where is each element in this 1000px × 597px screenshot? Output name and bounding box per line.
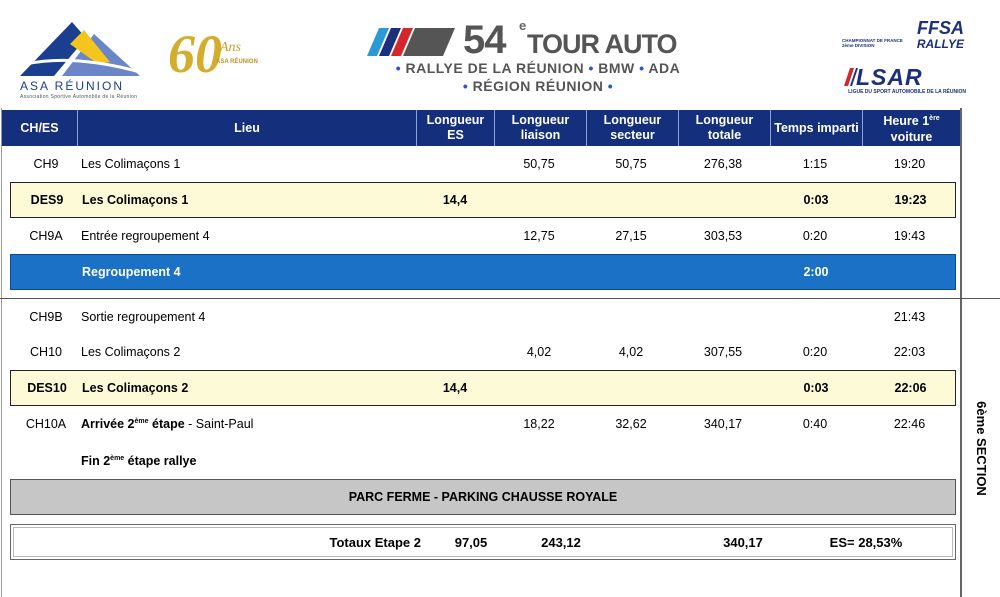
table-row-totaux bbox=[10, 524, 956, 560]
tour-edition-number: 54 bbox=[463, 18, 506, 62]
section-label bbox=[962, 299, 1000, 597]
table-row-ch9a bbox=[0, 218, 960, 254]
tour-edition-suffix: e bbox=[519, 18, 527, 33]
ffsa-subtitle: CHAMPIONNAT DE FRANCE 2ème DIVISION bbox=[842, 38, 903, 48]
cell-secteur: 50,75 bbox=[615, 157, 647, 171]
cell-temps: 0:03 bbox=[803, 381, 829, 395]
cell-temps: 0:20 bbox=[802, 229, 828, 243]
cell-secteur: 27,15 bbox=[615, 229, 647, 243]
col-header-longueur-liaison: Longueur liaison bbox=[495, 110, 587, 146]
cell-liaison: 50,75 bbox=[523, 157, 555, 171]
cell-lieu: Les Colimaçons 1 bbox=[82, 193, 189, 207]
cell-temps: 1:15 bbox=[802, 157, 828, 171]
table-row-fin-etape bbox=[0, 443, 960, 479]
cell-totale: 303,53 bbox=[703, 229, 743, 243]
table-row-ch9 bbox=[0, 146, 960, 182]
tour-region: • RÉGION RÉUNION • bbox=[462, 78, 614, 94]
cell-lieu: Sortie regroupement 4 bbox=[81, 310, 206, 324]
totaux-es: 97,05 bbox=[454, 534, 488, 550]
cell-code: CH9B bbox=[29, 310, 63, 324]
cell-lieu: Les Colimaçons 2 bbox=[82, 381, 189, 395]
cell-temps: 0:03 bbox=[803, 193, 829, 207]
lsar-subtitle: LIGUE DU SPORT AUTOMOBILE DE LA RÉUNION bbox=[848, 89, 966, 95]
cell-temps: 2:00 bbox=[803, 265, 829, 279]
cell-liaison: 18,22 bbox=[523, 417, 555, 431]
tour-auto-logo bbox=[355, 16, 715, 102]
cell-lieu: Arrivée 2ème étape - Saint-Paul bbox=[81, 417, 254, 431]
sixty-number: 60 bbox=[168, 24, 222, 84]
cell-heure: 21:43 bbox=[893, 310, 926, 324]
timetable bbox=[0, 108, 1000, 597]
cell-lieu: Entrée regroupement 4 bbox=[81, 229, 210, 243]
table-header bbox=[2, 110, 960, 146]
section-label-text: 6ème SECTION bbox=[973, 400, 989, 496]
cell-temps: 0:20 bbox=[802, 345, 828, 359]
cell-heure: 22:06 bbox=[894, 381, 927, 395]
sixty-ans-label: Ans bbox=[220, 40, 241, 55]
totaux-es-percent: ES= 28,53% bbox=[829, 534, 903, 550]
cell-es: 14,4 bbox=[442, 193, 468, 207]
tour-title: TOUR AUTO bbox=[527, 29, 677, 59]
ffsa-logo bbox=[840, 18, 964, 54]
cell-lieu: Les Colimaçons 1 bbox=[81, 157, 181, 171]
cell-lieu: Regroupement 4 bbox=[82, 265, 181, 279]
cell-es: 14,4 bbox=[442, 381, 468, 395]
totaux-totale: 340,17 bbox=[723, 534, 763, 550]
table-row-ch9b bbox=[0, 299, 960, 335]
cell-code: CH9A bbox=[29, 229, 63, 243]
col-header-longueur-es: Longueur ES bbox=[417, 110, 495, 146]
cell-heure: 19:23 bbox=[894, 193, 927, 207]
tour-sponsor-bmw: BMW bbox=[598, 60, 635, 76]
table-row-parc-ferme bbox=[10, 479, 956, 515]
cell-secteur: 32,62 bbox=[615, 417, 647, 431]
cell-lieu: Fin 2ème étape rallye bbox=[81, 454, 197, 468]
tour-sponsors: • RALLYE DE LA RÉUNION • BMW • ADA bbox=[395, 60, 681, 76]
cell-totale: 307,55 bbox=[703, 345, 743, 359]
col-header-longueur-totale: Longueur totale bbox=[679, 110, 771, 146]
col-header-longueur-secteur: Longueur secteur bbox=[587, 110, 679, 146]
cell-heure: 22:46 bbox=[893, 417, 926, 431]
cell-heure: 19:43 bbox=[893, 229, 926, 243]
sixty-years-logo bbox=[168, 24, 268, 90]
asa-name: ASA RÉUNION bbox=[20, 79, 125, 93]
col-header-ches: CH/ES bbox=[2, 110, 78, 146]
table-row-des10 bbox=[10, 370, 956, 406]
cell-liaison: 12,75 bbox=[523, 229, 555, 243]
cell-liaison: 4,02 bbox=[526, 345, 552, 359]
tour-sponsor-ada: ADA bbox=[648, 60, 681, 76]
tour-region-label: RÉGION RÉUNION bbox=[472, 78, 604, 94]
cell-temps: 0:40 bbox=[802, 417, 828, 431]
lsar-title: LSAR bbox=[856, 64, 923, 90]
totaux-label: Totaux Etape 2 bbox=[329, 534, 421, 550]
cell-heure: 19:20 bbox=[893, 157, 926, 171]
cell-code: DES10 bbox=[27, 381, 67, 395]
cell-lieu: Les Colimaçons 2 bbox=[81, 345, 181, 359]
cell-code: CH10 bbox=[30, 345, 62, 359]
cell-secteur: 4,02 bbox=[618, 345, 644, 359]
table-row-regroupement bbox=[10, 254, 956, 290]
lsar-logo bbox=[842, 64, 966, 98]
parc-ferme-label: PARC FERME - PARKING CHAUSSE ROYALE bbox=[348, 490, 618, 504]
cell-totale: 276,38 bbox=[703, 157, 743, 171]
sixty-subtitle: ASA RÉUNION bbox=[216, 59, 258, 65]
col-header-lieu: Lieu bbox=[78, 110, 417, 146]
totaux-liaison: 243,12 bbox=[541, 534, 581, 550]
cell-code: CH9 bbox=[33, 157, 59, 171]
table-row-ch10a bbox=[0, 406, 960, 442]
cell-code: CH10A bbox=[25, 417, 67, 431]
tour-sponsor-rallye: RALLYE DE LA RÉUNION bbox=[405, 60, 585, 76]
col-header-temps: Temps imparti bbox=[771, 110, 863, 146]
table-row-ch10 bbox=[0, 334, 960, 370]
table-row-des9 bbox=[10, 182, 956, 218]
cell-heure: 22:03 bbox=[893, 345, 926, 359]
ffsa-rallye: RALLYE bbox=[916, 37, 964, 51]
col-header-heure: Heure 1ère voiture bbox=[883, 114, 940, 144]
cell-code: DES9 bbox=[30, 193, 64, 207]
bmw-m-stripes-icon bbox=[357, 26, 457, 58]
page-header bbox=[0, 0, 1000, 108]
asa-subtitle: Association Sportive Automobile de la Réunion bbox=[20, 94, 138, 100]
cell-totale: 340,17 bbox=[703, 417, 743, 431]
ffsa-title: FFSA bbox=[917, 18, 964, 38]
